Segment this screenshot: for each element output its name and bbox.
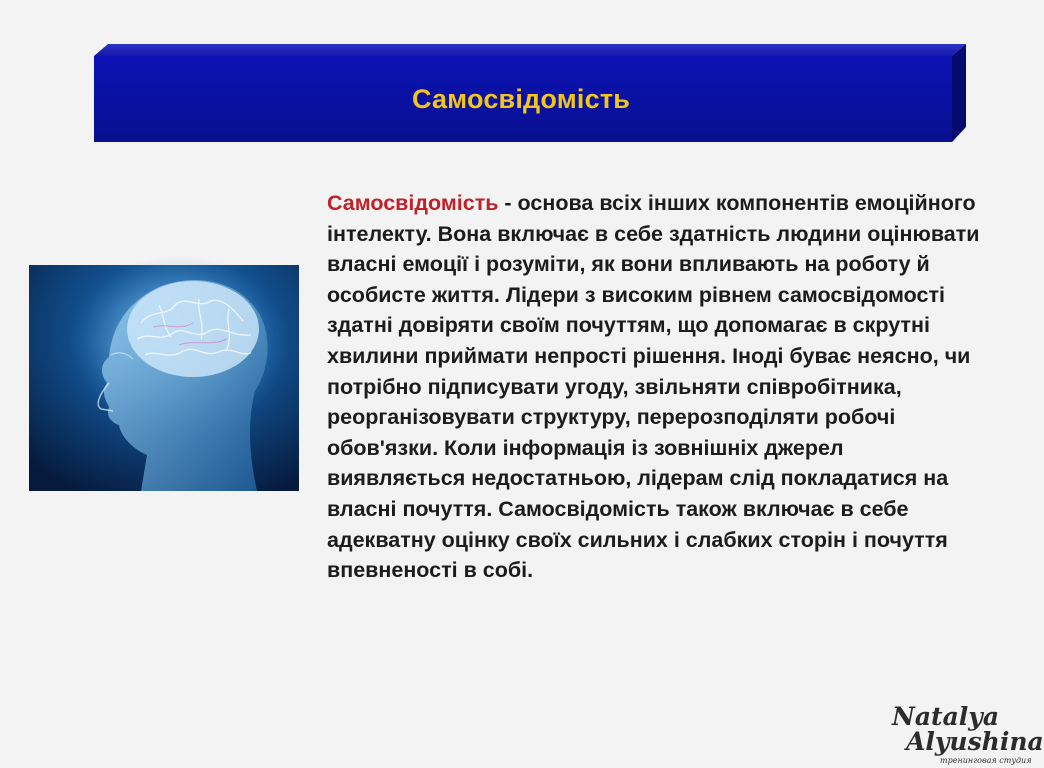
- brain-head-image: [29, 265, 299, 491]
- definition-paragraph: [327, 188, 987, 586]
- definition-text: - основа всіх інших компонентів емоційного інтелекту. Вона включає в себе здатність людини оцінювати власні емоції і розуміти, як вони впливають на роботу й особисте життя. Лідери з високим рівнем самосвідомості здатні довіряти своїм почуттям, що допомагає в скрутні хвилини приймати непрості рішення. Іноді буває неясно, чи потрібно підписувати угоду, звільняти співробітника, реорганізовувати структуру, перерозподіляти робочі обов'язки. Коли інформація із зовнішніх джерел виявляється недостатньою, лідерам слід покладатися на власні почуття. Самосвідомість також включає в себе адекватну оцінку своїх сильних і слабких сторін і почуття впевненості в собі.: [327, 191, 980, 583]
- highlighted-term: Самосвідомість: [327, 191, 499, 215]
- logo-name-first: Natalya: [892, 702, 1000, 731]
- banner-3d-shape: [0, 0, 1024, 160]
- title-banner: [0, 0, 1024, 160]
- slide-title: Самосвідомість: [411, 84, 631, 114]
- studio-logo: [880, 700, 1044, 768]
- logo-tagline: тренинговая студия: [940, 756, 1032, 765]
- logo-name-last: Alyushina: [906, 727, 1044, 756]
